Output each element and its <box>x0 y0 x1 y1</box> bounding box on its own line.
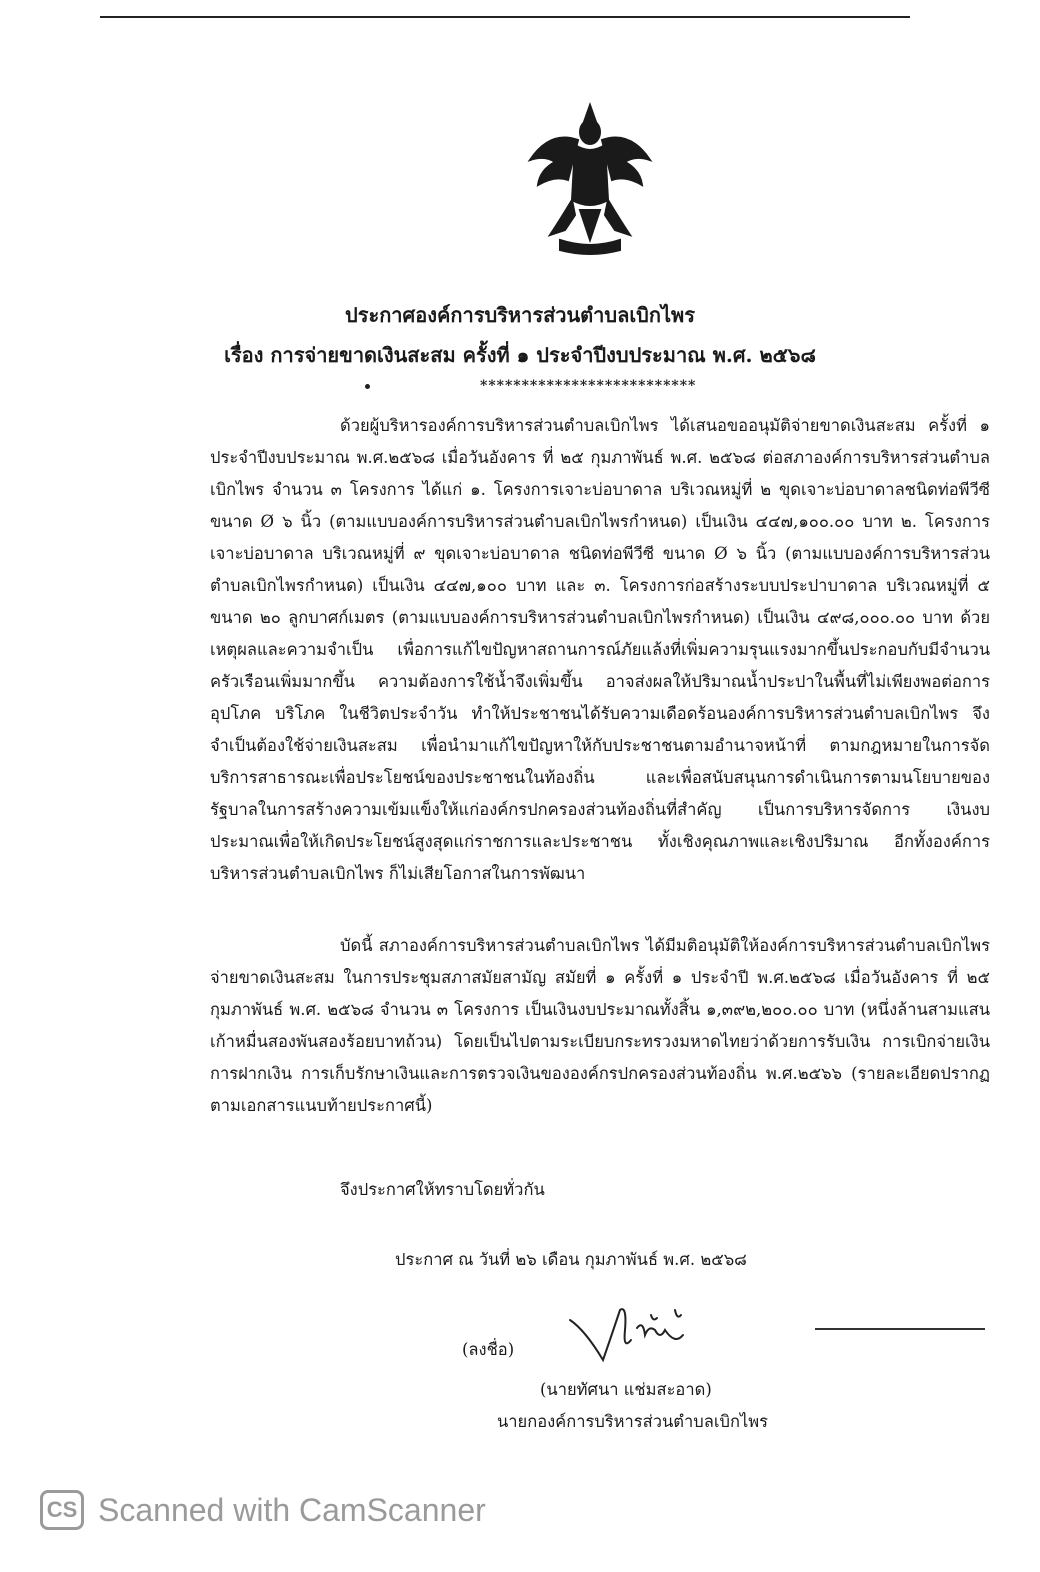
body-paragraph-2: บัดนี้ สภาองค์การบริหารส่วนตำบลเบิกไพร ได้มีมติอนุมัติให้องค์การบริหารส่วนตำบลเบิกไพร จ่ายขาดเงินสะสม ในการประชุมสภาสมัยสามัญ สมัยที่ ๑ ครั้งที่ ๑ ประจำปี พ.ศ.๒๕๖๘ เมื่อวันอังคาร ที่ ๒๕ กุมภาพันธ์ พ.ศ. ๒๕๖๘ จำนวน ๓ โครงการ เป็นเงินงบประมาณทั้งสิ้น ๑,๓๙๒,๒๐๐.๐๐ บาท (หนึ่งล้านสามแสนเก้าหมื่นสองพันสองร้อยบาทถ้วน) โดยเป็นไปตามระเบียบกระทรวงมหาดไทยว่าด้วยการรับเงิน การเบิกจ่ายเงิน การฝากเงิน การเก็บรักษาเงินและการตรวจเงินขององค์กรปกครองส่วนท้องถิ่น พ.ศ.๒๕๖๖ (รายละเอียดปรากฏตามเอกสารแนบท้ายประกาศนี้) <box>210 936 990 1115</box>
signature-label: (ลงชื่อ) <box>462 1340 515 1359</box>
signer-name: (นายทัศนา แช่มสะอาด) <box>540 1380 712 1399</box>
title-separator: ************************** <box>480 378 697 394</box>
garuda-emblem-icon <box>520 100 660 260</box>
closing-statement: จึงประกาศให้ทราบโดยทั่วกัน <box>340 1180 545 1199</box>
camscanner-logo-icon: CS <box>40 1490 84 1530</box>
announcement-date: ประกาศ ณ วันที่ ๒๖ เดือน กุมภาพันธ์ พ.ศ. ๒๕๖๘ <box>395 1250 747 1269</box>
watermark-text: Scanned with CamScanner <box>98 1491 486 1528</box>
handwritten-signature <box>565 1300 705 1370</box>
scan-border-line-right <box>815 1328 985 1330</box>
announcement-title: ประกาศองค์การบริหารส่วนตำบลเบิกไพร <box>345 303 695 327</box>
signer-position: นายกองค์การบริหารส่วนตำบลเบิกไพร <box>497 1412 768 1431</box>
body-paragraph-1: ด้วยผู้บริหารองค์การบริหารส่วนตำบลเบิกไพร ได้เสนอขออนุมัติจ่ายขาดเงินสะสม ครั้งที่ ๑ ประจำปีงบประมาณ พ.ศ.๒๕๖๘ เมื่อวันอังคาร ที่ ๒๕ กุมภาพันธ์ พ.ศ. ๒๕๖๘ ต่อสภาองค์การบริหารส่วนตำบลเบิกไพร จำนวน ๓ โครงการ ได้แก่ ๑. โครงการเจาะบ่อบาดาล บริเวณหมู่ที่ ๒ ขุดเจาะบ่อบาดาลชนิดท่อพีวีซี ขนาด Ø ๖ นิ้ว (ตามแบบองค์การบริหารส่วนตำบลเบิกไพรกำหนด) เป็นเงิน ๔๔๗,๑๐๐.๐๐ บาท ๒. โครงการเจาะบ่อบาดาล บริเวณหมู่ที่ ๙ ขุดเจาะบ่อบาดาล ชนิดท่อพีวีซี ขนาด Ø ๖ นิ้ว (ตามแบบองค์การบริหารส่วนตำบลเบิกไพรกำหนด) เป็นเงิน ๔๔๗,๑๐๐ บาท และ ๓. โครงการก่อสร้างระบบประปาบาดาล บริเวณหมู่ที่ ๕ ขนาด ๒๐ ลูกบาศก์เมตร (ตามแบบองค์การบริหารส่วนตำบลเบิกไพรกำหนด) เป็นเงิน ๔๙๘,๐๐๐.๐๐ บาท ด้วยเหตุผลและความจำเป็น เพื่อการแก้ไขปัญหาสถานการณ์ภัยแล้งที่เพิ่มความรุนแรงมากขึ้นประกอบกับมีจำนวนครัวเรือนเพิ่มมากขึ้น ความต้องการใช้น้ำจึงเพิ่มขึ้น อาจส่งผลให้ปริมาณน้ำประปาในพื้นที่ไม่เพียงพอต่อการอุปโภค บริโภค ในชีวิตประจำวัน ทำให้ประชาชนได้รับความเดือดร้อนองค์การบริหารส่วนตำบลเบิกไพร จึงจำเป็นต้องใช้จ่ายเงินสะสม เพื่อนำมาแก้ไขปัญหาให้กับประชาชนตามอำนาจหน้าที่ ตามกฎหมายในการจัดบริการสาธารณะเพื่อประโยชน์ของประชาชนในท้องถิ่น และเพื่อสนับสนุนการดำเนินการตามนโยบายของรัฐบาลในการสร้างความเข้มแข็งให้แก่องค์กรปกครองส่วนท้องถิ่นที่สำคัญ เป็นการบริหารจัดการ เงินงบประมาณเพื่อให้เกิดประโยชน์สูงสุดแก่ราชการและประชาชน ทั้งเชิงคุณภาพและเชิงปริมาณ อีกทั้งองค์การบริหารส่วนตำบลเบิกไพร ก็ไม่เสียโอกาสในการพัฒนา <box>210 416 990 883</box>
announcement-subject: เรื่อง การจ่ายขาดเงินสะสม ครั้งที่ ๑ ประจำปีงบประมาณ พ.ศ. ๒๕๖๘ <box>224 343 816 367</box>
bullet-dot <box>365 384 370 389</box>
camscanner-watermark <box>40 1485 486 1535</box>
scan-border-line <box>100 16 910 18</box>
